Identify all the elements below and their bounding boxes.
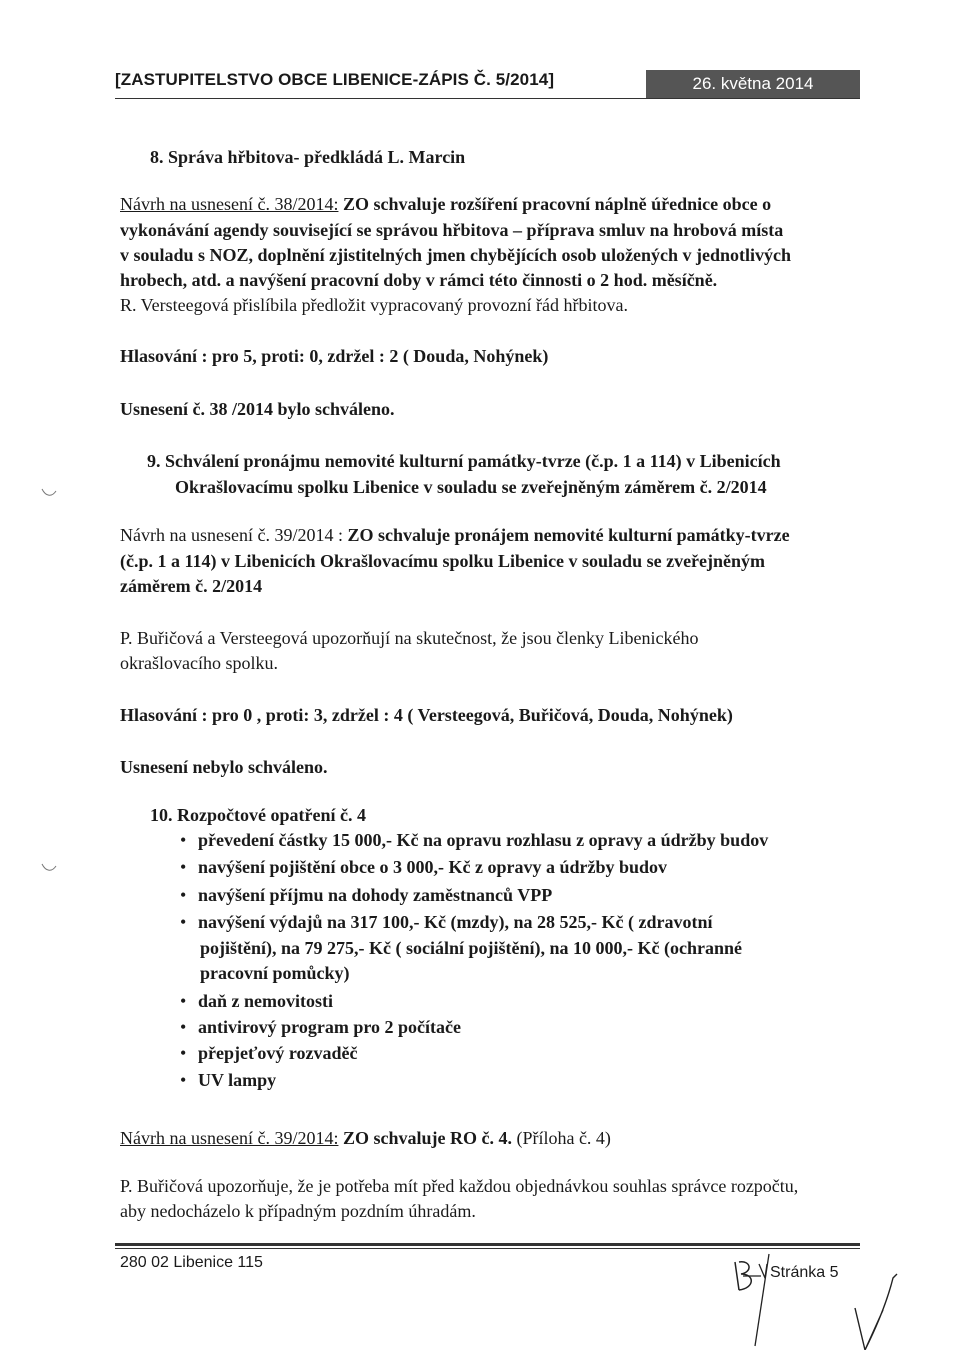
section-9-heading-line-2: Okrašlovacímu spolku Libenice v souladu se zveřejněným záměrem č. 2/2014 — [175, 477, 767, 497]
section-10-note-line-1: P. Buřičová upozorňuje, že je potřeba mít před každou objednávkou souhlas správce rozpočtu, — [120, 1176, 799, 1196]
list-item: • navýšení výdajů na 317 100,- Kč (mzdy), na 28 525,- Kč ( zdravotní — [180, 912, 713, 932]
section-10-proposal: Návrh na usnesení č. 39/2014: ZO schvaluje RO č. 4. (Příloha č. 4) — [120, 1128, 611, 1148]
footer-address: 280 02 Libenice 115 — [120, 1254, 263, 1271]
list-item-continuation-2: pracovní pomůcky) — [200, 963, 350, 983]
document-header-date: 26. května 2014 — [646, 70, 860, 98]
bullet-icon: • — [180, 857, 187, 877]
section-9-note-line-1: P. Buřičová a Versteegová upozorňují na skutečnost, že jsou členky Libenického — [120, 628, 699, 648]
page-number: Stránka 5 — [770, 1264, 839, 1281]
margin-mark — [40, 485, 60, 501]
section-10-proposal-label: Návrh na usnesení č. 39/2014: — [120, 1128, 339, 1148]
section-10-note-line-2: aby nedocházelo k případným pozdním úhradám. — [120, 1201, 476, 1221]
section-8-proposal-line-3: v souladu s NOZ, doplnění zjistitelných jmen chybějících osob uložených v jednotlivých — [120, 245, 792, 265]
footer-divider — [115, 1243, 860, 1246]
handwritten-initials — [725, 1250, 945, 1350]
bullet-icon: • — [180, 1070, 187, 1090]
section-9-proposal-line-3: záměrem č. 2/2014 — [120, 576, 263, 596]
bullet-icon: • — [180, 912, 187, 932]
section-9-vote: Hlasování : pro 0 , proti: 3, zdržel : 4 ( Versteegová, Buřičová, Douda, Nohýnek) — [120, 705, 733, 725]
margin-mark — [40, 860, 60, 876]
list-item: • UV lampy — [180, 1070, 277, 1090]
section-8-heading: 8. Správa hřbitova- předkládá L. Marcin — [150, 147, 466, 167]
list-item: • daň z nemovitosti — [180, 991, 333, 1011]
list-item-continuation-1: pojištění), na 79 275,- Kč ( sociální pojištění), na 10 000,- Kč (ochranné — [200, 938, 742, 958]
footer-divider-thin — [115, 1248, 860, 1249]
list-item: • převedení částky 15 000,- Kč na opravu rozhlasu z opravy a údržby budov — [180, 830, 769, 850]
list-item: • navýšení pojištění obce o 3 000,- Kč z opravy a údržby budov — [180, 857, 668, 877]
bullet-icon: • — [180, 885, 187, 905]
bullet-icon: • — [180, 991, 187, 1011]
section-8-proposal-line-1: Návrh na usnesení č. 38/2014: ZO schvaluje rozšíření pracovní náplně úřednice obce o — [120, 194, 772, 214]
section-9-proposal-line-1: Návrh na usnesení č. 39/2014 : ZO schvaluje pronájem nemovité kulturní památky-tvrze — [120, 525, 790, 545]
header-divider — [115, 98, 860, 99]
section-9-result: Usnesení nebylo schváleno. — [120, 757, 328, 777]
section-9-proposal-line-2: (č.p. 1 a 114) v Libenicích Okrašlovacímu spolku Libenice v souladu se zveřejněným — [120, 551, 766, 571]
section-8-vote: Hlasování : pro 5, proti: 0, zdržel : 2 ( Douda, Nohýnek) — [120, 346, 549, 366]
section-8-proposal-line-2: vykonávání agendy související se správou hřbitova – příprava smluv na hrobová místa — [120, 220, 784, 240]
bullet-icon: • — [180, 1017, 187, 1037]
section-8-proposal-line-4: hrobech, atd. a navýšení pracovní doby v rámci této činnosti o 2 hod. měsíčně. — [120, 270, 718, 290]
list-item: • přepjeťový rozvaděč — [180, 1043, 358, 1063]
bullet-icon: • — [180, 830, 187, 850]
list-item: • navýšení příjmu na dohody zaměstnanců VPP — [180, 885, 553, 905]
section-8-result: Usnesení č. 38 /2014 bylo schváleno. — [120, 399, 395, 419]
section-9-note-line-2: okrašlovacího spolku. — [120, 653, 278, 673]
bullet-icon: • — [180, 1043, 187, 1063]
section-10-heading: 10. Rozpočtové opatření č. 4 — [150, 805, 366, 825]
section-8-note: R. Versteegová přislíbila předložit vypracovaný provozní řád hřbitova. — [120, 295, 629, 315]
section-9-proposal-label: Návrh na usnesení č. 39/2014 : — [120, 525, 343, 545]
list-item: • antivirový program pro 2 počítače — [180, 1017, 461, 1037]
section-9-heading-line-1: 9. Schválení pronájmu nemovité kulturní památky-tvrze (č.p. 1 a 114) v Libenicích — [147, 451, 781, 471]
document-header-title: [ZASTUPITELSTVO OBCE LIBENICE-ZÁPIS Č. 5/2014] — [115, 70, 555, 89]
section-8-proposal-label: Návrh na usnesení č. 38/2014: — [120, 194, 339, 214]
